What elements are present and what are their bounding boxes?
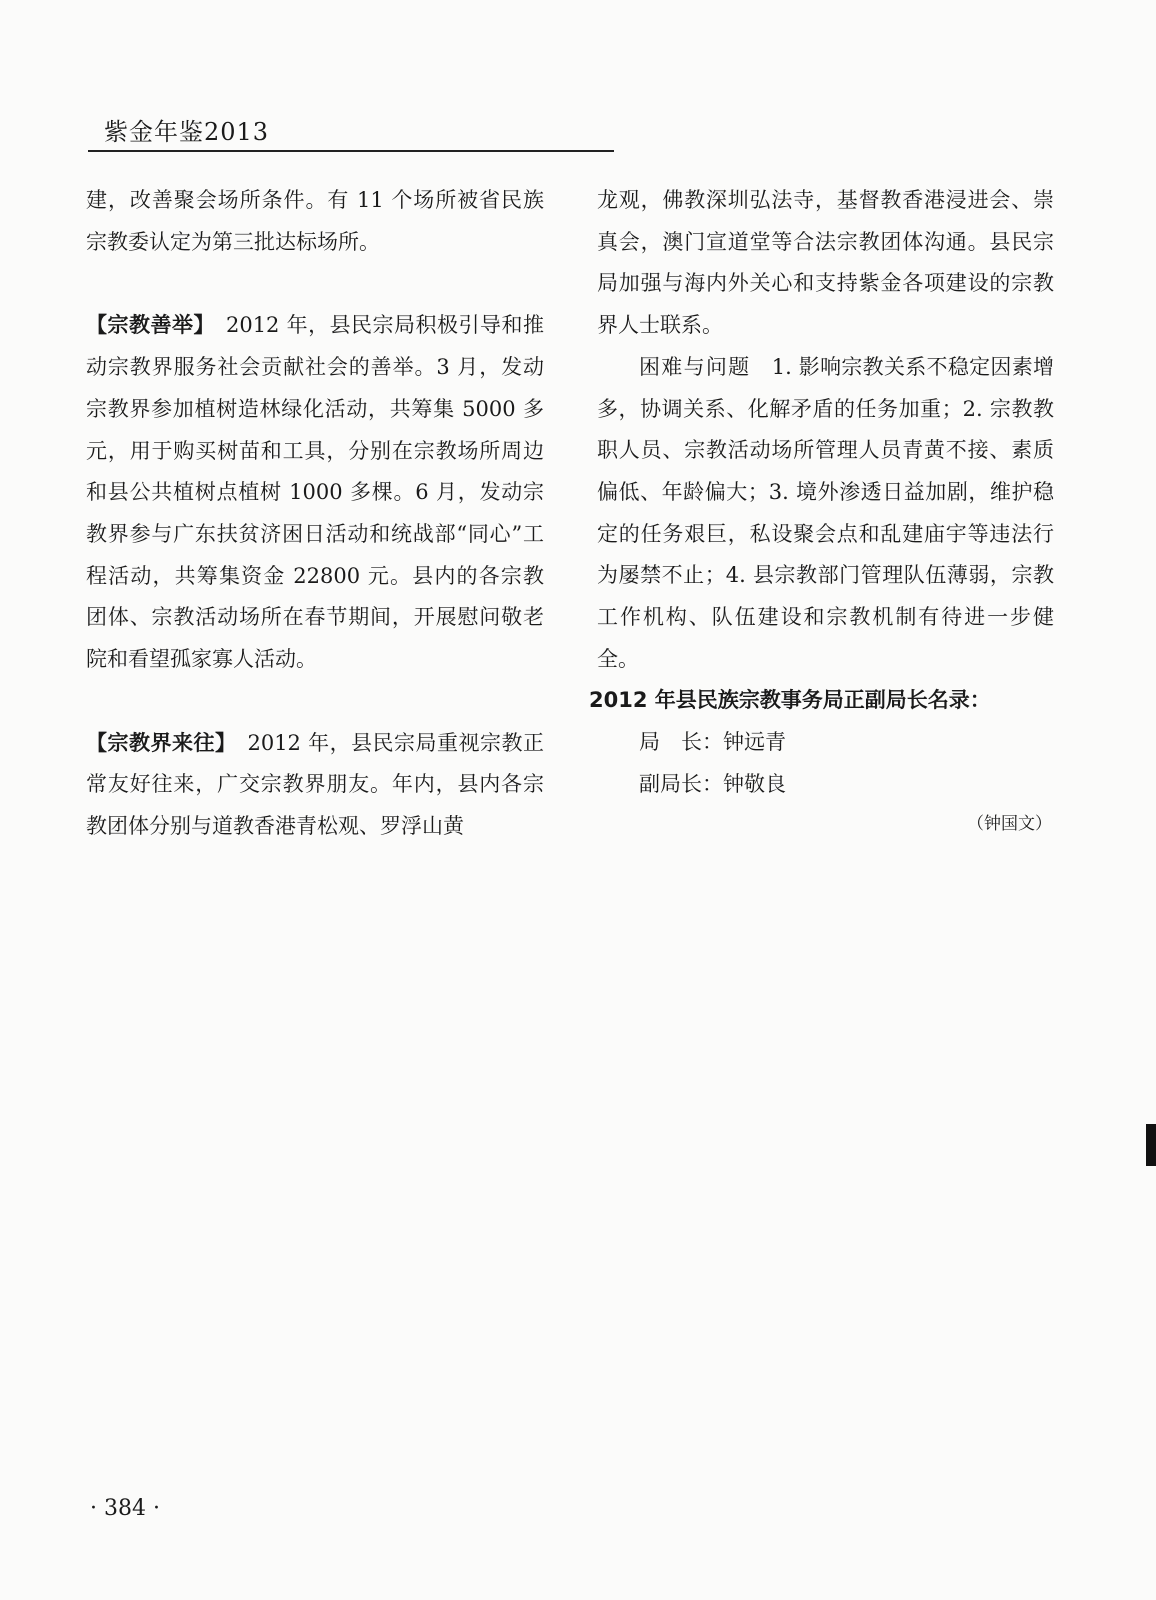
- left-column: [86, 180, 544, 848]
- paragraph-gap: [86, 263, 544, 305]
- difficulties-section: [597, 347, 1054, 681]
- author-credit: （钟国文）: [967, 813, 1052, 834]
- paragraph-gap: [86, 681, 544, 723]
- leader-director: 局 长：钟远青: [639, 730, 786, 755]
- charity-section-body: 2012 年，县民宗局积极引导和推动宗教界服务社会贡献社会的善举。3 月，发动宗教界参加植树造林绿化活动，共筹集 5000 多元，用于购买树苗和工具，分别在宗教场所周边和县公共植树点植树 1000 多棵。6 月，发动宗教界参与广东扶贫济困日活动和统战部“同心”工程活动，共筹集资金 22800 元。县内的各宗教团体、宗教活动场所在春节期间，开展慰问敬老院和看望孤家寡人活动。: [86, 313, 545, 672]
- exchange-section: [86, 723, 544, 848]
- header-rule: [88, 150, 614, 152]
- edge-thumb-tab: [1146, 1124, 1156, 1166]
- exchange-continuation: 龙观，佛教深圳弘法寺，基督教香港浸进会、崇真会，澳门宣道堂等合法宗教团体沟通。县民宗局加强与海内外关心和支持紫金各项建设的宗教界人士联系。: [597, 188, 1054, 338]
- difficulties-label: 困难与问题: [639, 354, 751, 379]
- charity-section-title: 【宗教善举】: [86, 313, 205, 338]
- exchange-section-body: 2012 年，县民宗局重视宗教正常友好往来，广交宗教界朋友。年内，县内各宗教团体分别与道教香港青松观、罗浮山黄: [86, 730, 545, 839]
- right-column: [589, 180, 1054, 842]
- leader-deputy: 副局长：钟敬良: [639, 771, 786, 796]
- intro-paragraph: 建，改善聚会场所条件。有 11 个场所被省民族宗教委认定为第三批达标场所。: [86, 188, 544, 254]
- difficulties-body: 1. 影响宗教关系不稳定因素增多，协调关系、化解矛盾的任务加重；2. 宗教教职人员、宗教活动场所管理人员青黄不接、素质偏低、年龄偏大；3. 境外渗透日益加剧，维护稳定的任务艰巨，私设聚会点和乱建庙宇等违法行为屡禁不止；4. 县宗教部门管理队伍薄弱，宗教工作机构、队伍建设和宗教机制有待进一步健全。: [597, 354, 1054, 671]
- charity-section: [86, 305, 544, 680]
- running-header-title: 紫金年鉴2013: [104, 118, 270, 146]
- leaders-heading: 2012 年县民族宗教事务局正副局长名录：: [589, 688, 991, 713]
- exchange-section-title: 【宗教界来往】: [86, 730, 226, 755]
- page-number: · 384 ·: [90, 1496, 160, 1521]
